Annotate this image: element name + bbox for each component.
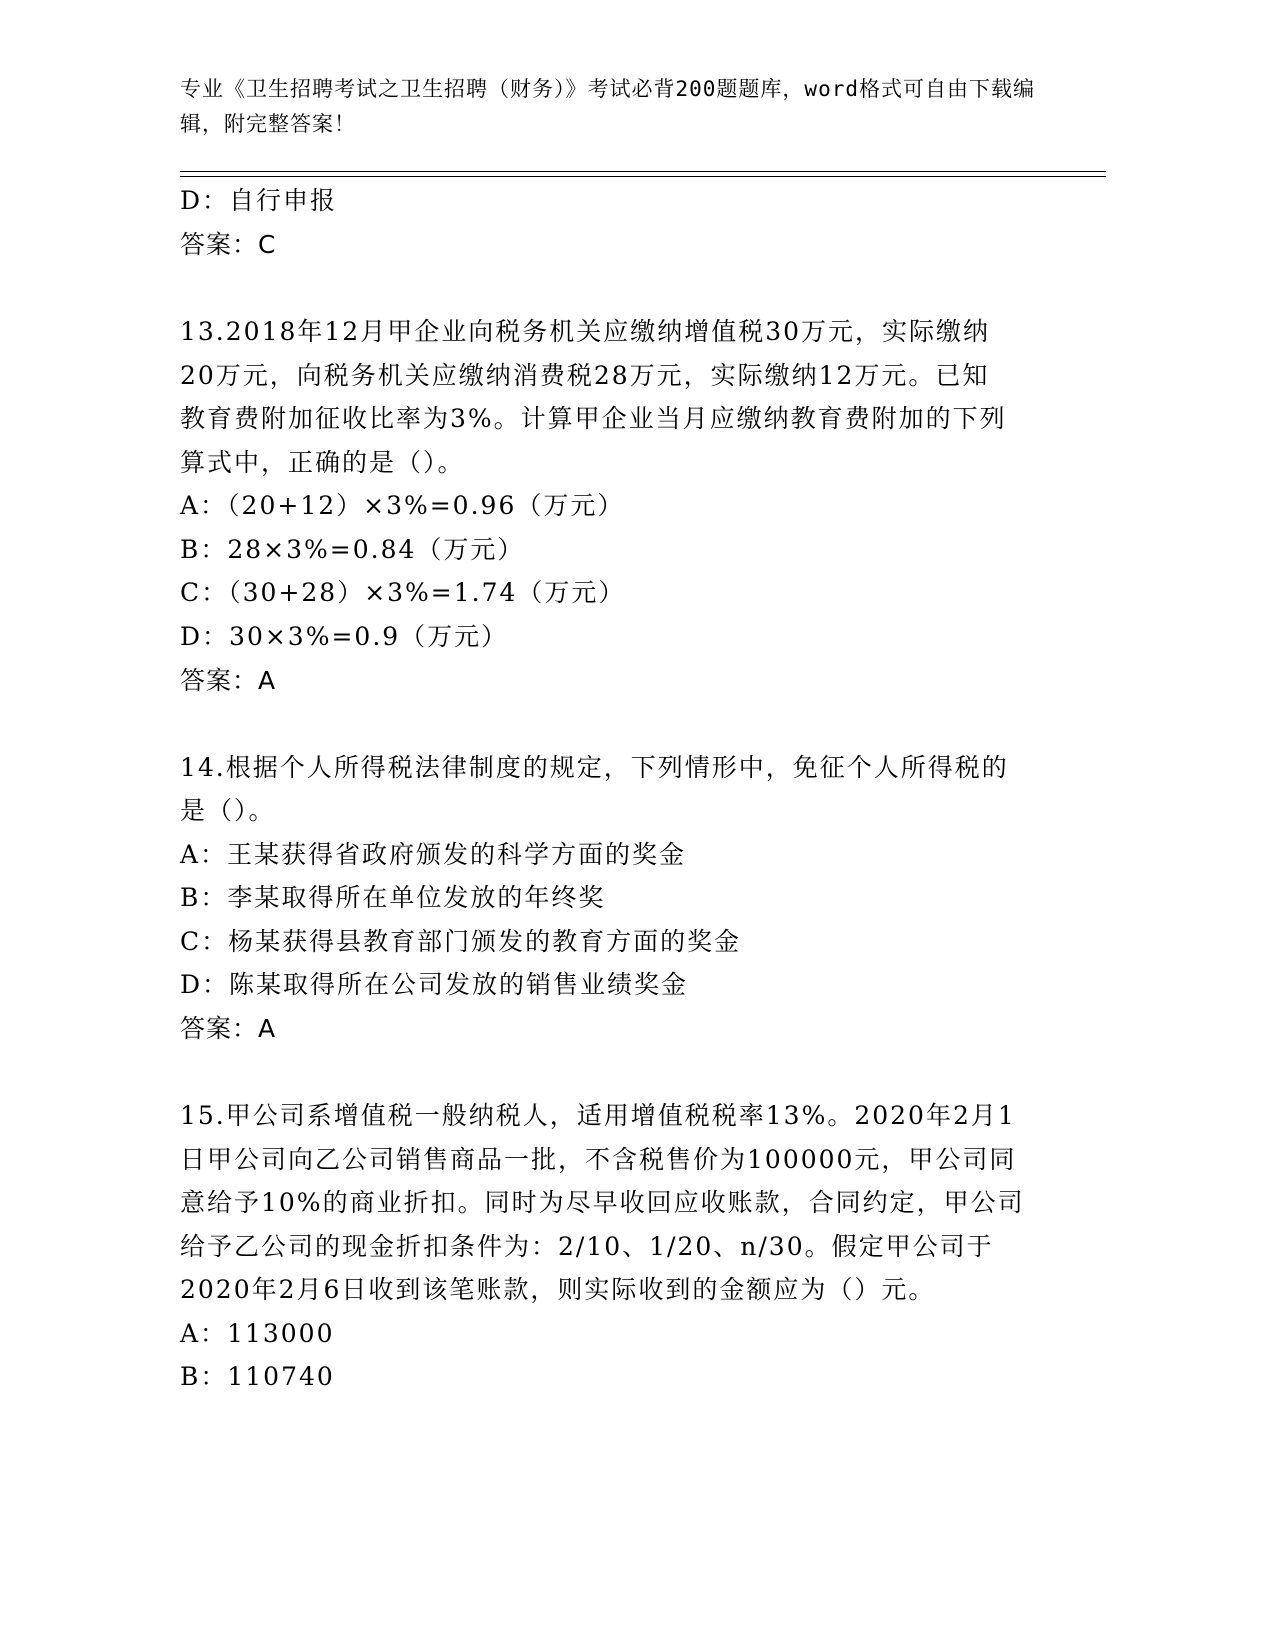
question-15-option-b: B：110740	[180, 1362, 335, 1391]
question-15-text: 给予乙公司的现金折扣条件为：2/10、1/20、n/30。假定甲公司于	[180, 1232, 994, 1261]
question-14-option-a: A：王某获得省政府颁发的科学方面的奖金	[180, 840, 687, 869]
header-divider-double	[180, 176, 1106, 177]
question-14-option-d: D：陈某取得所在公司发放的销售业绩奖金	[180, 970, 689, 999]
question-13-option-c: C：（30+28）×3%=1.74（万元）	[180, 578, 626, 607]
question-15-text: 15.甲公司系增值税一般纳税人，适用增值税税率13%。2020年2月1	[180, 1101, 1016, 1130]
question-13-text: 算式中，正确的是（）。	[180, 448, 465, 477]
header-divider	[180, 171, 1106, 172]
question-13-answer: 答案：A	[180, 666, 277, 695]
answer: 答案：C	[180, 230, 277, 259]
question-13-option-a: A：（20+12）×3%=0.96（万元）	[180, 491, 625, 520]
question-15-text: 意给予10%的商业折扣。同时为尽早收回应收账款，合同约定，甲公司	[180, 1188, 1025, 1217]
question-15-text: 日甲公司向乙公司销售商品一批，不含税售价为100000元，甲公司同	[180, 1145, 1017, 1174]
question-14-option-b: B：李某取得所在单位发放的年终奖	[180, 883, 606, 912]
option-d: D：自行申报	[180, 186, 338, 215]
question-14-text: 14.根据个人所得税法律制度的规定，下列情形中，免征个人所得税的	[180, 753, 1009, 782]
question-13-text: 20万元，向税务机关应缴纳消费税28万元，实际缴纳12万元。已知	[180, 361, 990, 390]
question-13-text: 教育费附加征收比率为3%。计算甲企业当月应缴纳教育费附加的下列	[180, 404, 1007, 433]
question-13-option-d: D：30×3%=0.9（万元）	[180, 622, 509, 651]
question-14-answer: 答案：A	[180, 1014, 277, 1043]
question-14-option-c: C：杨某获得县教育部门颁发的教育方面的奖金	[180, 927, 742, 956]
question-13-option-b: B：28×3%=0.84（万元）	[180, 535, 525, 564]
question-13-text: 13.2018年12月甲企业向税务机关应缴纳增值税30万元，实际缴纳	[180, 317, 991, 346]
question-14-text: 是（）。	[180, 796, 276, 825]
question-15-text: 2020年2月6日收到该笔账款，则实际收到的金额应为（）元。	[180, 1275, 936, 1304]
question-15-option-a: A：113000	[180, 1319, 335, 1348]
document-header: 专业《卫生招聘考试之卫生招聘（财务）》考试必背200题题库，word格式可自由下载编辑，附完整答案！	[180, 77, 1035, 136]
